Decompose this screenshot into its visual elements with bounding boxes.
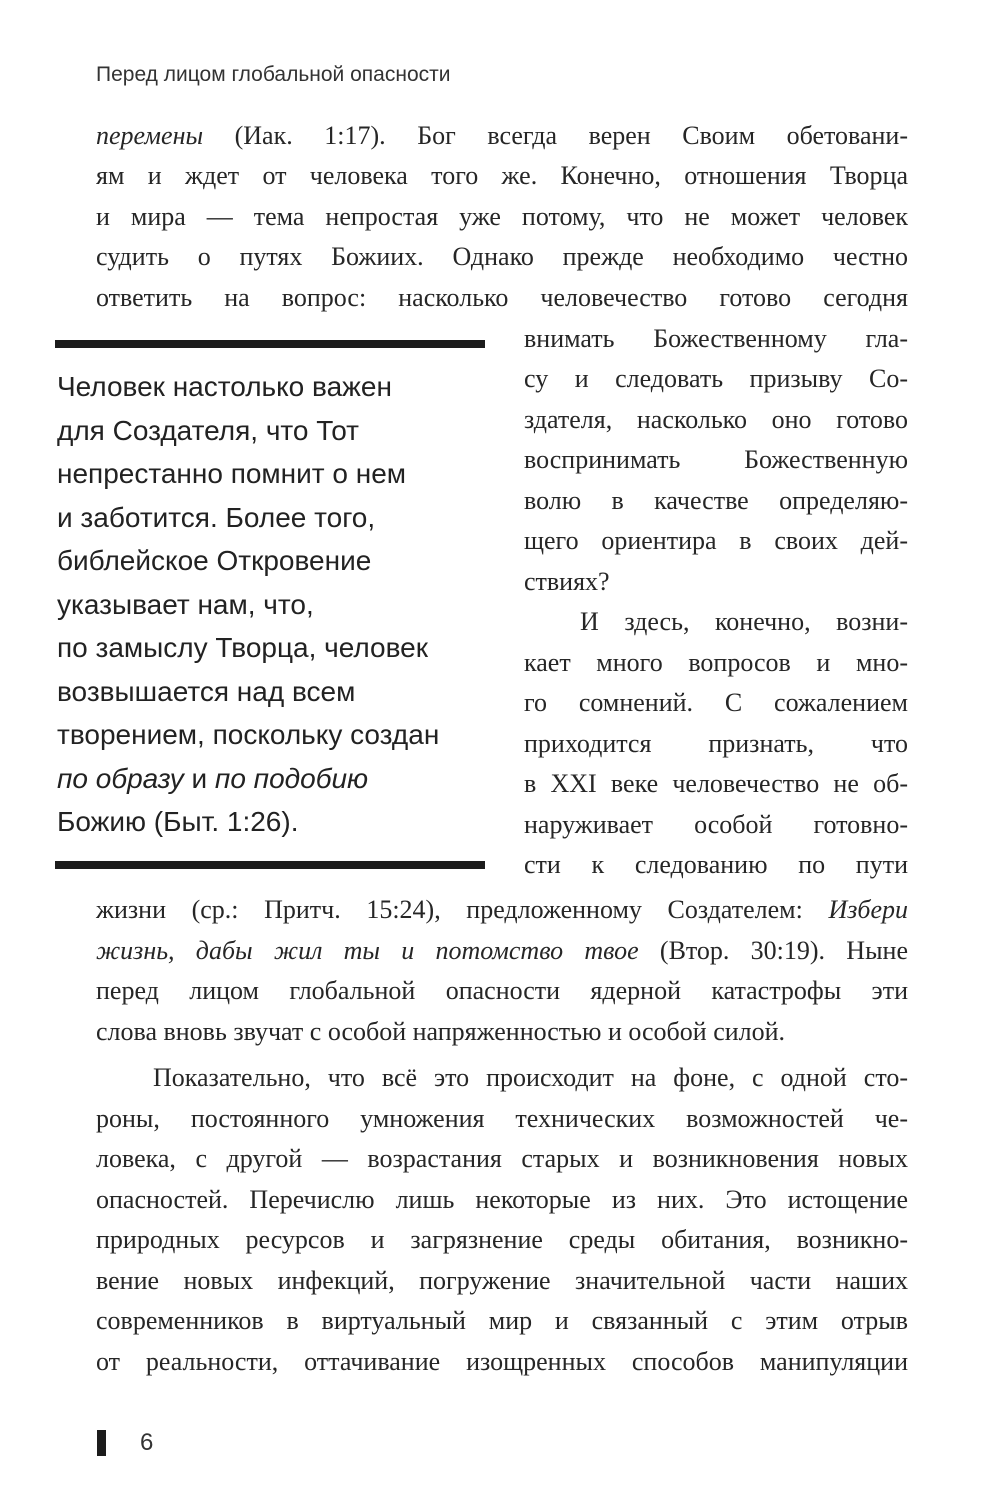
- pull-quote-top-rule: [55, 340, 485, 348]
- text-fragment: жизни (ср.: Притч. 15:24), предложенному Создателем:: [96, 895, 829, 924]
- text-fragment: и: [183, 763, 215, 794]
- italic-phrase: жизнь, дабы жил ты и потомство твое: [96, 936, 639, 965]
- text-line: ствиях?: [524, 567, 610, 596]
- text-line: И здесь, конечно, возни-: [580, 607, 908, 636]
- text-line: го сомнений. С сожалением: [524, 688, 908, 717]
- text-line: внимать Божественному гла-: [524, 324, 908, 353]
- text-line: перед лицом глобальной опасности ядерной катастрофы эти: [96, 976, 908, 1005]
- text-line: современников в виртуальный мир и связанный с этим отрыв: [96, 1306, 908, 1335]
- text-line: слова вновь звучат с особой напряженностью и особой силой.: [96, 1017, 786, 1046]
- pull-quote-line: возвышается над всем: [57, 676, 356, 707]
- pull-quote-line: Человек настолько важен: [57, 371, 392, 402]
- text-line: щего ориентира в своих дей-: [524, 526, 908, 555]
- text-line: в XXI веке человечество не об-: [524, 769, 908, 798]
- text-line: воспринимать Божественную: [524, 445, 908, 474]
- text-line: и мира — тема непростая уже потому, что не может человек: [96, 202, 908, 231]
- pull-quote-bottom-rule: [55, 861, 485, 869]
- pull-quote-line: для Создателя, что Тот: [57, 415, 359, 446]
- pull-quote-line: указывает нам, что,: [57, 589, 314, 620]
- running-head: Перед лицом глобальной опасности: [96, 63, 451, 86]
- text-line: сти к следованию по пути: [524, 850, 908, 879]
- text-line: су и следовать призыву Со-: [524, 364, 908, 393]
- text-line: опасностей. Перечислю лишь некоторые из них. Это истощение: [96, 1185, 908, 1214]
- pull-quote-line: по замыслу Творца, человек: [57, 632, 428, 663]
- pull-quote-line: [57, 761, 368, 797]
- pull-quote-line: и заботится. Более того,: [57, 502, 376, 533]
- text-line: [96, 120, 908, 152]
- text-line: наруживает особой готовно-: [524, 810, 908, 839]
- text-line: кает много вопросов и мно-: [524, 648, 908, 677]
- pull-quote-line: Божию (Быт. 1:26).: [57, 806, 299, 837]
- italic-phrase: по образу: [57, 763, 184, 794]
- text-line: роны, постоянного умножения технических возможностей че-: [96, 1104, 908, 1133]
- text-line: ловека, с другой — возрастания старых и возникновения новых: [96, 1144, 908, 1173]
- pull-quote-line: непрестанно помнит о нем: [57, 458, 407, 489]
- italic-phrase: по подобию: [214, 763, 369, 794]
- pull-quote-line: библейское Откровение: [57, 545, 372, 576]
- text-line: здателя, насколько оно готово: [524, 405, 908, 434]
- italic-phrase: перемены: [96, 121, 204, 150]
- text-line: Показательно, что всё это происходит на фоне, с одной сто-: [153, 1063, 908, 1092]
- pull-quote-line: творением, поскольку создан: [57, 719, 440, 750]
- page-number: 6: [140, 1429, 154, 1456]
- text-line: ответить на вопрос: насколько человечество готово сегодня: [96, 283, 908, 312]
- text-line: [96, 894, 908, 926]
- text-line: волю в качестве определяю-: [524, 486, 908, 515]
- text-line: ям и ждет от человека того же. Конечно, отношения Творца: [96, 161, 908, 190]
- text-line: приходится признать, что: [524, 729, 908, 758]
- page-marker-bar: [97, 1430, 106, 1456]
- text-line: [96, 935, 908, 967]
- text-line: природных ресурсов и загрязнение среды обитания, возникно-: [96, 1225, 908, 1254]
- italic-phrase: Избери: [828, 895, 908, 924]
- text-line: судить о путях Божиих. Однако прежде необходимо честно: [96, 242, 908, 271]
- text-fragment: (Втор. 30:19). Ныне: [638, 936, 909, 965]
- text-line: вение новых инфекций, погружение значительной части наших: [96, 1266, 908, 1295]
- text-fragment: (Иак. 1:17). Бог всегда верен Своим обетовани-: [203, 121, 908, 150]
- text-line: от реальности, оттачивание изощренных способов манипуляции: [96, 1347, 908, 1376]
